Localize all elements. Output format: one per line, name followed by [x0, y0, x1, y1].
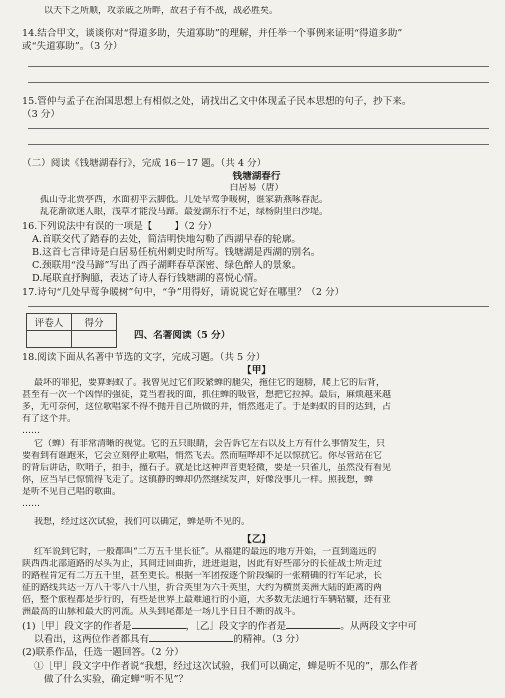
section4-title: 四、名著阅读（5 分）	[134, 330, 231, 341]
q16-option-a: A.首联交代了踏春的去处，简洁明快地勾勒了西湖早春的轮廓。	[32, 234, 302, 245]
yi-line: 陕西西北部道路的尽头为止，其间迂回曲折，进进退退，因此有好些部分的长征战士所走过	[22, 559, 383, 569]
section2-header: （二）阅读《钱塘湖春行》，完成 16－17 题。（共 4 分）	[22, 158, 267, 169]
q15-line1: 15.管仲与孟子在治国思想上有相似之处，请找出乙文中体现孟子民本思想的句子，抄下来。	[22, 96, 412, 107]
q17-stem: 17.诗句“几处早莺争暖树”句中，“争”用得好，请说说它好在哪里？（2 分）	[22, 287, 345, 298]
score-label: 得分	[72, 314, 117, 331]
yi-label: 【乙】	[242, 534, 271, 545]
grader-label: 评卷人	[27, 314, 72, 331]
passage-ending: 以天下之所顺，攻亲戚之所畔，故君子有不战，战必胜矣。	[44, 6, 279, 16]
yi-line: 征的路线共达一万八千零八十八里，折合英里为六千英里，大约为横贯美洲大陆的距离的两	[22, 583, 383, 593]
jia-p2-line: 的背后讲话，吹哨子，拍手，撞石子。就是比这种声音更轻微，要是一只雀儿，虽然没有看见	[22, 463, 392, 473]
q16-option-c: C.颈联用“没马蹄”写出了西子湖畔春草深密、绿色醉人的景象。	[32, 260, 302, 271]
sub1-text-a: (1)［甲］段文字的作者是	[22, 621, 132, 632]
jia-p2-line: 是听不见自己唱的歌曲。	[22, 487, 122, 497]
jia-label: 【甲】	[242, 365, 271, 376]
answer-line[interactable]	[28, 128, 489, 129]
author-yi-blank[interactable]	[286, 628, 340, 629]
ellipsis: ……	[22, 426, 40, 436]
answer-line[interactable]	[28, 306, 489, 307]
jia-p1-line: 甚至有一次一个凶悍的强徒，竟当着我的面，抓住蝉的吸管，想把它拉掉。最后，麻烦越来越	[22, 390, 392, 400]
yi-line: 红军说到它时，一般都叫“二万五千里长征”。从福建的最远的地方开始，一直到遥远的	[34, 547, 377, 557]
answer-line[interactable]	[28, 66, 489, 67]
q18-sub2-1-line2: 做了什么实验，确定蝉“听不见”？	[44, 674, 189, 685]
yi-line: 洲最高的山脉和最大的河流。从头到尾都是一场几乎日日不断的战斗。	[22, 607, 302, 617]
ellipsis: ……	[22, 499, 40, 509]
q14-line2: 或“失道寡助”。（3 分）	[22, 41, 123, 52]
poem-line-2: 乱花渐欲迷人眼，浅草才能没马蹄。最爱湖东行不足，绿杨阴里白沙堤。	[40, 207, 329, 217]
q18-intro: 18.阅读下面从名著中节选的文字，完成习题。（共 5 分）	[22, 352, 266, 363]
q18-sub2-1-line1: ①［甲］段文字中作者说“我想，经过这次试验，我们可以确定，蝉是听不见的”，那么作者	[34, 661, 418, 672]
q18-sub2: (2)联系作品，任选一题回答。（2 分）	[22, 647, 184, 658]
sub1-text-b: ，［乙］段文字的作者是	[185, 621, 287, 632]
poem-line-1: 孤山寺北贾亭西，水面初平云脚低。几处早莺争暖树，谁家新燕啄春泥。	[40, 195, 329, 205]
jia-p1-line: 多，无可奈何，这位歌唱家不得不抛开自己所做的井，悄然逃走了。于是蚂蚁的目的达到，占	[22, 402, 392, 412]
score-cell[interactable]	[72, 331, 117, 348]
sub1-text-e: 的精神。（3 分）	[233, 634, 305, 645]
spirit-blank[interactable]	[149, 641, 233, 642]
q16-stem-text: 16.下列说法中有误的一项是【	[22, 221, 153, 232]
sub1-text-d: 以看出，这两位作者都具有	[34, 634, 150, 645]
q14-line1: 14.结合甲文，谈谈你对“得道多助，失道寡助”的理解，并任举一个事例来证明“得道多助”	[22, 28, 403, 39]
poem-author: 白居易（唐）	[229, 183, 284, 193]
jia-p3-line: 我想，经过这次试验，我们可以确定，蝉是听不见的。	[34, 517, 251, 527]
author-jia-blank[interactable]	[132, 628, 186, 629]
score-box	[26, 313, 117, 348]
jia-p2-line: 它（蝉）有非常清晰的视觉。它的五只眼睛，会告诉它左右以及上方有什么事情发生，只	[34, 439, 386, 449]
yi-line: 的路程肯定有二万五千里，甚至更长。根据一军团按逐个阶段编的一张精确的行军记录，长	[22, 571, 383, 581]
poem-title: 钱塘湖春行	[232, 171, 281, 182]
q18-sub1-line1	[22, 621, 491, 634]
q15-line2: （3 分）	[22, 109, 60, 120]
q16-option-b: B.这首七言律诗是白居易任杭州刺史时所写。钱塘湖是西湖的别名。	[32, 247, 321, 258]
grader-cell[interactable]	[27, 331, 72, 348]
answer-line[interactable]	[28, 82, 489, 83]
answer-line[interactable]	[28, 144, 489, 145]
jia-p2-line: 你，应当早已惊慌得飞走了。这镇静的蝉却仍然继续发声，好像没事儿一样。照我想，蝉	[22, 475, 374, 485]
jia-p1-line: 最坏的罪犯，要算蚂蚁了。我曾见过它们咬紧蝉的腿尖，拖住它的翅膀，爬上它的后背，	[34, 378, 386, 388]
q16-stem	[22, 221, 491, 234]
q16-option-d: D.尾联直抒胸臆，表达了诗人春行钱塘湖的喜悦心情。	[32, 273, 264, 284]
q16-points: 】（2 分）	[174, 221, 218, 232]
jia-p2-line: 要看到有谁跑来，它会立刻停止歌唱，悄然飞去。然而喧哗却不足以惊扰它。你尽管站在它	[22, 451, 383, 461]
yi-line: 倍，整个旅程都是步行的，有些是世界上最难通行的小道，大多数无法通行车辆轱辘，还有亚	[22, 595, 392, 605]
q18-sub1-line2	[34, 634, 491, 647]
jia-p1-line: 有了这个井。	[22, 414, 77, 424]
sub1-text-c: 。从两段文字中可	[340, 621, 418, 632]
